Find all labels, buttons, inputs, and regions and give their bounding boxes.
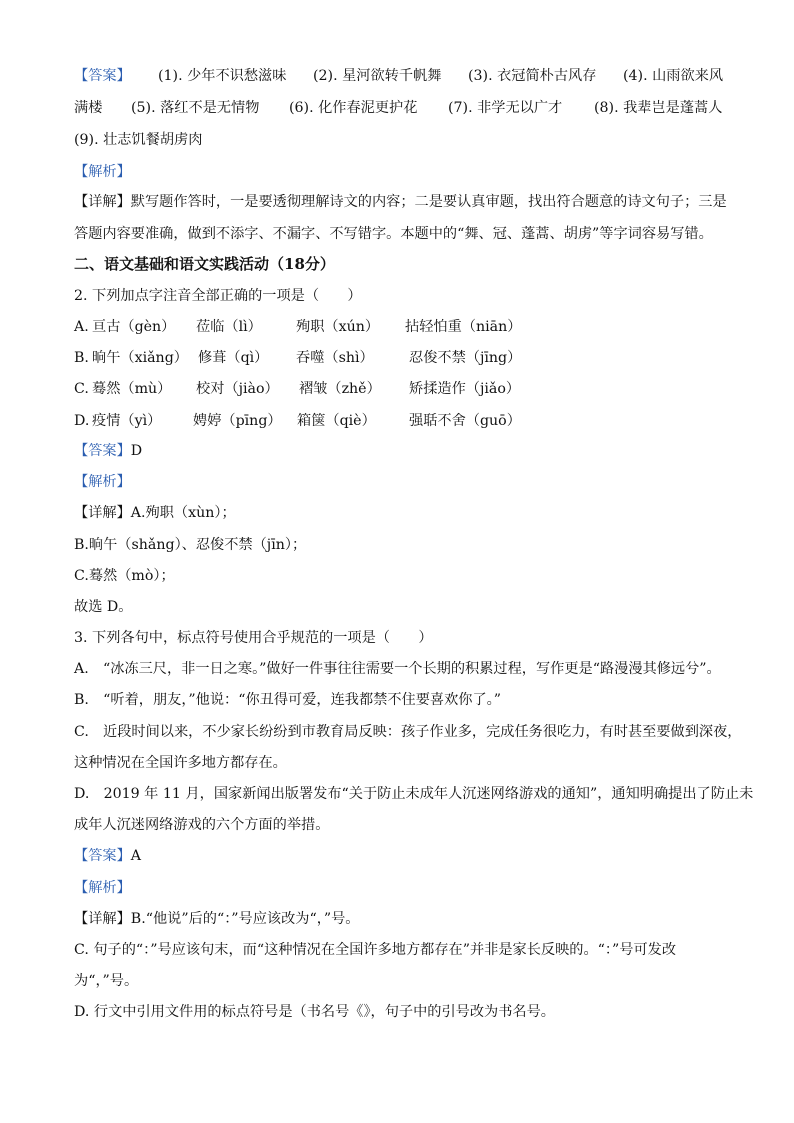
q2-option-c-1: 蓦然（mù） bbox=[92, 381, 172, 397]
q3-option-d-line1: D. 2019 年 11 月，国家新闻出版署发布“关于防止未成年人沉迷网络游戏的通知”，通知明确提出了防止未 bbox=[74, 786, 754, 802]
q3-detail-c-line2: 为“，”号。 bbox=[74, 973, 139, 989]
detail-text: A.殉职（xùn）； bbox=[130, 505, 236, 521]
q3-detail-b bbox=[74, 909, 359, 929]
detail-tag: 【详解】 bbox=[74, 505, 131, 521]
q2-option-a-4: 拈轻怕重（niān） bbox=[405, 319, 522, 335]
q1-detail-line2: 答题内容要准确，做到不添字、不漏字、不写错字。本题中的“舞、冠、蓬蒿、胡虏”等字词容易写错。 bbox=[74, 226, 713, 242]
detail-tag: 【详解】 bbox=[74, 194, 131, 210]
q2-option-c-2: 校对（jiào） bbox=[196, 381, 279, 397]
answer-value: A bbox=[130, 848, 142, 864]
q2-option-b-1: 晌午（xiǎng） bbox=[92, 350, 188, 366]
q2-option-a-1: 亘古（gèn） bbox=[92, 319, 176, 335]
q2-option-letter-c: C. bbox=[74, 381, 89, 397]
q3-stem: 3. 下列各句中，标点符号使用合乎规范的一项是（ ） bbox=[74, 630, 433, 646]
q2-option-d-3: 箱箧（qiè） bbox=[297, 413, 376, 429]
q2-option-a-2: 莅临（lì） bbox=[196, 319, 262, 335]
q2-option-d-1: 疫情（yì） bbox=[92, 413, 162, 429]
q3-answer bbox=[74, 846, 141, 866]
q2-option-b-4: 忍俊不禁（jīng） bbox=[409, 350, 522, 366]
q2-option-c-4: 矫揉造作（jiǎo） bbox=[409, 381, 521, 397]
detail-text: 默写题作答时，一是要透彻理解诗文的内容；二是要认真审题，找出符合题意的诗文句子；三是 bbox=[130, 194, 727, 210]
q1-answer-2: (2). 星河欲转千帆舞 bbox=[313, 68, 442, 84]
q2-option-d-2: 娉婷（pīng） bbox=[193, 413, 282, 429]
answer-tag: 【答案】 bbox=[74, 68, 131, 84]
q3-option-b: B. “听着，朋友，”他说：“你丑得可爱，连我都禁不住要喜欢你了。” bbox=[74, 692, 502, 708]
q2-option-a-3: 殉职（xún） bbox=[296, 319, 380, 335]
q2-answer bbox=[74, 441, 142, 461]
detail-tag: 【详解】 bbox=[74, 911, 131, 927]
q2-detail-line1 bbox=[74, 503, 236, 523]
answer-tag: 【答案】 bbox=[74, 443, 131, 459]
q2-detail-line4: 故选 D。 bbox=[74, 599, 133, 615]
q2-option-b-2: 修葺（qì） bbox=[198, 350, 269, 366]
answer-tag: 【答案】 bbox=[74, 848, 131, 864]
q3-option-c-line2: 这种情况在全国许多地方都存在。 bbox=[74, 755, 287, 771]
answer-value: D bbox=[130, 443, 143, 459]
q1-answer-line1 bbox=[74, 66, 131, 86]
q2-option-letter-b: B. bbox=[74, 350, 89, 366]
q2-detail-line3: C.蓦然（mò）； bbox=[74, 568, 175, 584]
q1-answer-3: (3). 衣冠简朴古风存 bbox=[468, 68, 597, 84]
q1-answer-7: (7). 非学无以广才 bbox=[448, 100, 563, 116]
q2-option-b-3: 吞噬（shì） bbox=[296, 350, 374, 366]
q2-option-c-3: 褶皱（zhě） bbox=[299, 381, 381, 397]
q3-analysis-tag: 【解析】 bbox=[74, 880, 131, 896]
q2-detail-line2: B.晌午（shǎng）、忍俊不禁（jīn）； bbox=[74, 537, 307, 553]
q3-option-c-line1: C. 近段时间以来，不少家长纷纷到市教育局反映：孩子作业多，完成任务很吃力，有时甚至要做到深夜， bbox=[74, 724, 742, 740]
q1-answer-8: (8). 我辈岂是蓬蒿人 bbox=[594, 100, 723, 116]
q2-option-d-4: 强聒不舍（guō） bbox=[409, 413, 521, 429]
q1-answer-5: (5). 落红不是无情物 bbox=[131, 100, 260, 116]
q1-answer-9: (9). 壮志饥餐胡虏肉 bbox=[74, 132, 203, 148]
q1-answer-6: (6). 化作春泥更护花 bbox=[289, 100, 418, 116]
section-title: 二、语文基础和语文实践活动（18分） bbox=[74, 255, 335, 273]
q1-answer-4-cont: 满楼 bbox=[74, 100, 103, 116]
q3-option-a: A. “冰冻三尺，非一日之寒。”做好一件事往往需要一个长期的积累过程，写作更是“路漫漫其修远兮”。 bbox=[74, 661, 721, 677]
q2-option-letter-d: D. bbox=[74, 413, 90, 429]
q2-analysis-tag: 【解析】 bbox=[74, 474, 131, 490]
detail-text: B.“他说”后的“：”号应该改为“，”号。 bbox=[130, 911, 360, 927]
q3-option-d-line2: 成年人沉迷网络游戏的六个方面的举措。 bbox=[74, 817, 330, 833]
q2-option-letter-a: A. bbox=[74, 319, 89, 335]
q1-answer-4: (4). 山雨欲来风 bbox=[623, 68, 724, 84]
q1-answer-1: (1). 少年不识愁滋味 bbox=[158, 68, 287, 84]
q3-detail-c-line1: C. 句子的“：”号应该句末，而“这种情况在全国许多地方都存在”并非是家长反映的。“：”号可发改 bbox=[74, 942, 677, 958]
q1-detail-line1 bbox=[74, 192, 727, 212]
q1-analysis-tag: 【解析】 bbox=[74, 164, 131, 180]
q2-stem: 2. 下列加点字注音全部正确的一项是（ ） bbox=[74, 288, 362, 304]
q3-detail-d: D. 行文中引用文件用的标点符号是（书名号《》，句子中的引号改为书名号。 bbox=[74, 1004, 555, 1020]
